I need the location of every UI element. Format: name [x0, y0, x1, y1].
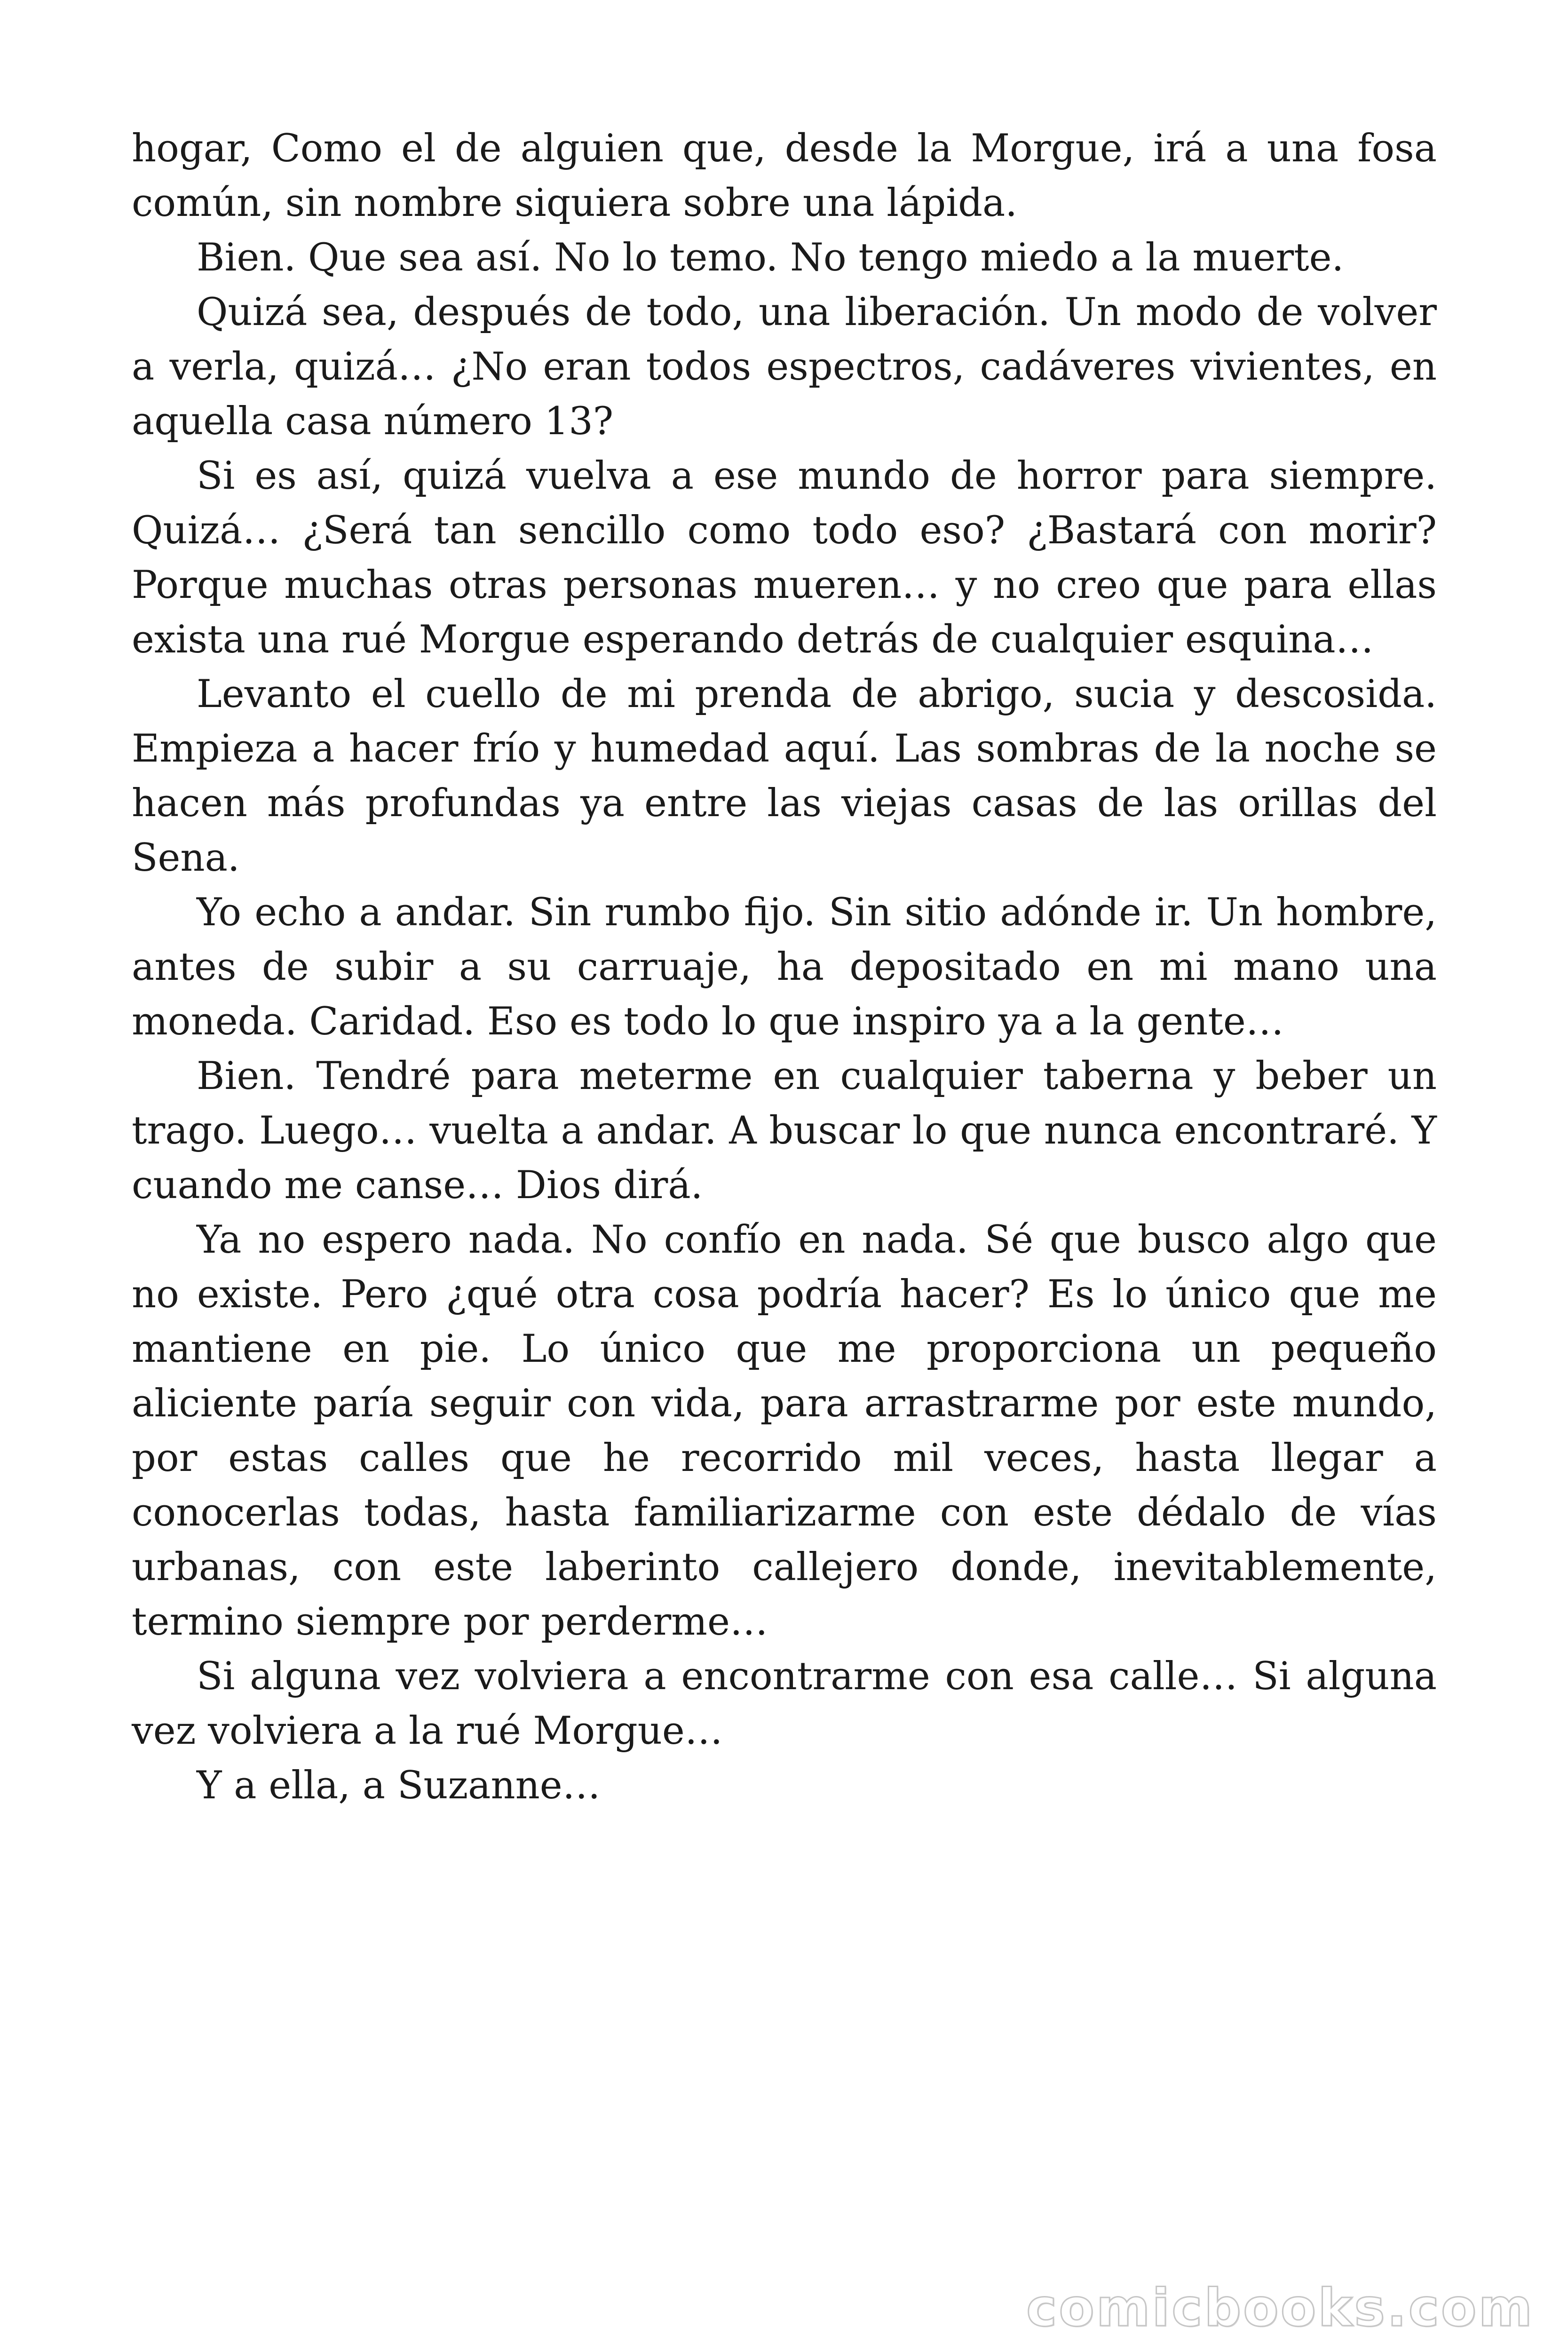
paragraph-8: Ya no espero nada. No confío en nada. Sé que busco algo que no existe. Pero ¿qué otra cosa podría hacer? Es lo único que me mantiene en pie. Lo único que me proporciona un pequeño aliciente paría seguir con vida, para arrastrarme por este mundo, por estas calles que he recorrido mil veces, hasta llegar a conocerlas todas, hasta familiarizarme con este dédalo de vías urbanas, con este laberinto callejero donde, inevitablemente, termino siempre por perderme… — [132, 1218, 1437, 1644]
paragraph-4: Si es así, quizá vuelva a ese mundo de horror para siempre. Quizá… ¿Será tan sencillo como todo eso? ¿Bastará con morir? Porque muchas otras personas mueren… y no creo que para ellas exista una rué Morgue esperando detrás de cualquier esquina… — [132, 454, 1437, 662]
paragraph-7: Bien. Tendré para meterme en cualquier taberna y beber un trago. Luego… vuelta a andar. A buscar lo que nunca encontraré. Y cuando me canse… Dios dirá. — [132, 1054, 1437, 1208]
paragraph-5: Levanto el cuello de mi prenda de abrigo, sucia y descosida. Empieza a hacer frío y humedad aquí. Las sombras de la noche se hacen más profundas ya entre las viejas casas de las orillas del Sena. — [132, 672, 1437, 880]
body-text — [132, 121, 1437, 1813]
paragraph-3: Quizá sea, después de todo, una liberación. Un modo de volver a verla, quizá… ¿No eran todos espectros, cadáveres vivientes, en aquella casa número 13? — [132, 290, 1437, 444]
paragraph-9: Si alguna vez volviera a encontrarme con esa calle… Si alguna vez volviera a la rué Morgue… — [132, 1654, 1437, 1753]
paragraph-1: hogar, Como el de alguien que, desde la Morgue, irá a una fosa común, sin nombre siquiera sobre una lápida. — [132, 127, 1437, 225]
paragraph-6: Yo echo a andar. Sin rumbo fijo. Sin sitio adónde ir. Un hombre, antes de subir a su carruaje, ha depositado en mi mano una moneda. Caridad. Eso es todo lo que inspiro ya a la gente… — [132, 890, 1437, 1044]
watermark: comicbooks.com — [1026, 2278, 1534, 2338]
paragraph-10: Y a ella, a Suzanne… — [197, 1764, 601, 1808]
paragraph-2: Bien. Que sea así. No lo temo. No tengo miedo a la muerte. — [197, 236, 1344, 280]
